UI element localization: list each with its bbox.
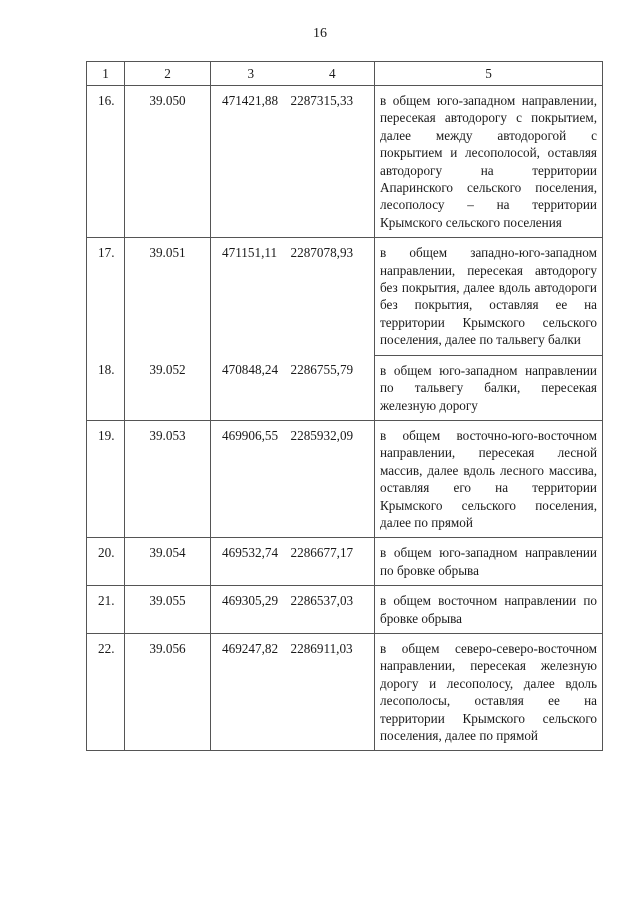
point-id: 39.056 <box>125 633 211 750</box>
header-col-4: 4 <box>291 62 375 86</box>
x-coordinate: 471151,11 <box>211 238 291 355</box>
row-number: 19. <box>87 420 125 537</box>
header-col-5: 5 <box>375 62 603 86</box>
header-col-1: 1 <box>87 62 125 86</box>
x-coordinate: 469247,82 <box>211 633 291 750</box>
point-id: 39.055 <box>125 586 211 634</box>
point-id: 39.052 <box>125 355 211 420</box>
table-row <box>87 355 603 420</box>
row-number: 16. <box>87 86 125 238</box>
y-coordinate: 2287315,33 <box>291 86 375 238</box>
y-coordinate: 2285932,09 <box>291 420 375 537</box>
y-coordinate: 2286677,17 <box>291 538 375 586</box>
header-col-2: 2 <box>125 62 211 86</box>
x-coordinate: 471421,88 <box>211 86 291 238</box>
y-coordinate: 2286537,03 <box>291 586 375 634</box>
table-row <box>87 633 603 750</box>
x-coordinate: 469906,55 <box>211 420 291 537</box>
row-number: 18. <box>87 355 125 420</box>
row-number: 17. <box>87 238 125 355</box>
row-number: 21. <box>87 586 125 634</box>
point-id: 39.053 <box>125 420 211 537</box>
y-coordinate: 2286911,03 <box>291 633 375 750</box>
boundary-points-table <box>86 61 603 751</box>
row-number: 20. <box>87 538 125 586</box>
point-id: 39.050 <box>125 86 211 238</box>
table-row <box>87 238 603 355</box>
table-row <box>87 538 603 586</box>
boundary-description: в общем юго-западном направлении по бровке обрыва <box>375 538 603 586</box>
row-number: 22. <box>87 633 125 750</box>
y-coordinate: 2287078,93 <box>291 238 375 355</box>
point-id: 39.054 <box>125 538 211 586</box>
x-coordinate: 470848,24 <box>211 355 291 420</box>
boundary-description: в общем восточно-юго-восточном направлении, пересекая лесной массив, далее вдоль лесного массива, оставляя его на территории Крымского сельского поселения, далее по прямой <box>375 420 603 537</box>
boundary-description: в общем северо-северо-восточном направлении, пересекая железную дорогу и лесополосу, далее вдоль лесополосы, оставляя ее на территории Крымского сельского поселения, далее по прямой <box>375 633 603 750</box>
table-header-row <box>87 62 603 86</box>
table-row <box>87 420 603 537</box>
point-id: 39.051 <box>125 238 211 355</box>
boundary-description: в общем западно-юго-западном направлении, пересекая автодорогу без покрытия, далее вдоль автодороги без покрытия, оставляя ее на территории Крымского сельского поселения, далее по тальвегу балки <box>375 238 603 355</box>
x-coordinate: 469532,74 <box>211 538 291 586</box>
table-row <box>87 586 603 634</box>
boundary-description: в общем юго-западном направлении, пересекая автодорогу с покрытием, далее между автодорогой с покрытием и лесополосой, оставляя автодорогу на территории Апаринского сельского поселения, лесополосу – на территории Крымского сельского поселения <box>375 86 603 238</box>
page-number: 16 <box>313 26 327 41</box>
x-coordinate: 469305,29 <box>211 586 291 634</box>
boundary-description: в общем юго-западном направлении по тальвегу балки, пересекая железную дорогу <box>375 355 603 420</box>
y-coordinate: 2286755,79 <box>291 355 375 420</box>
boundary-description: в общем восточном направлении по бровке обрыва <box>375 586 603 634</box>
header-col-3: 3 <box>211 62 291 86</box>
table-row <box>87 86 603 238</box>
